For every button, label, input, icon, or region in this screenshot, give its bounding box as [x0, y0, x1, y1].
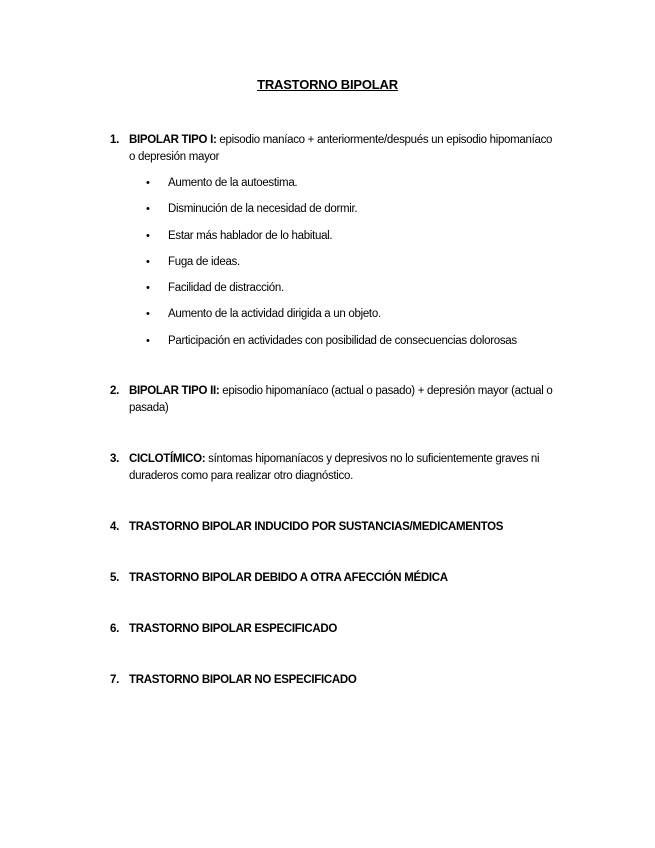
item-label: BIPOLAR TIPO II:: [129, 385, 220, 397]
bullet-item: • Fuga de ideas.: [146, 254, 517, 280]
bullet-icon: •: [146, 229, 150, 242]
bullet-item: • Disminución de la necesidad de dormir.: [146, 201, 517, 227]
item-text: síntomas hipomaníacos y depresivos no lo suficientemente graves ni duraderos como para realizar otro diagnóstico.: [129, 453, 540, 482]
item-label: TRASTORNO BIPOLAR DEBIDO A OTRA AFECCIÓN MÉDICA: [129, 572, 448, 584]
item-number: 1.: [110, 134, 119, 146]
bullet-item: • Facilidad de distracción.: [146, 280, 517, 306]
bullet-icon: •: [146, 334, 150, 347]
bullet-item: • Estar más hablador de lo habitual.: [146, 228, 517, 254]
item-label: TRASTORNO BIPOLAR ESPECIFICADO: [129, 623, 338, 635]
bullet-item: • Participación en actividades con posibilidad de consecuencias dolorosas: [146, 333, 517, 359]
bullet-icon: •: [146, 282, 150, 295]
item-number: 5.: [110, 572, 119, 584]
bullet-icon: •: [146, 308, 150, 321]
bullet-icon: •: [146, 177, 150, 189]
item-number: 7.: [110, 674, 119, 686]
list-item-especificado: [110, 621, 560, 638]
item-label: CICLOTÍMICO:: [129, 453, 206, 465]
list-item-bipolar-tipo-1: [110, 132, 560, 166]
item-label: BIPOLAR TIPO I:: [129, 134, 217, 146]
list-item-otra-afeccion: [110, 570, 560, 587]
item-number: 4.: [110, 521, 119, 533]
item-label: TRASTORNO BIPOLAR INDUCIDO POR SUSTANCIAS/MEDICAMENTOS: [129, 521, 504, 533]
list-item-no-especificado: [110, 672, 560, 689]
item-number: 6.: [110, 623, 119, 635]
item-text: episodio maníaco + anteriormente/después un episodio hipomaníaco o depresión mayor: [129, 134, 553, 163]
symptom-bullet-list: [146, 175, 517, 359]
document-title: TRASTORNO BIPOLAR: [257, 77, 398, 92]
list-item-inducido-sustancias: [110, 519, 560, 536]
bullet-icon: •: [146, 255, 150, 268]
item-text: episodio hipomaníaco (actual o pasado) + depresión mayor (actual o pasada): [129, 385, 553, 414]
item-number: 3.: [110, 453, 119, 465]
list-item-ciclotimico: [110, 451, 560, 485]
list-item-bipolar-tipo-2: [110, 383, 560, 417]
item-label: TRASTORNO BIPOLAR NO ESPECIFICADO: [129, 674, 357, 686]
item-number: 2.: [110, 385, 119, 397]
bullet-item: • Aumento de la actividad dirigida a un objeto.: [146, 306, 517, 332]
bullet-icon: •: [146, 203, 150, 216]
bullet-item: • Aumento de la autoestima.: [146, 175, 517, 201]
